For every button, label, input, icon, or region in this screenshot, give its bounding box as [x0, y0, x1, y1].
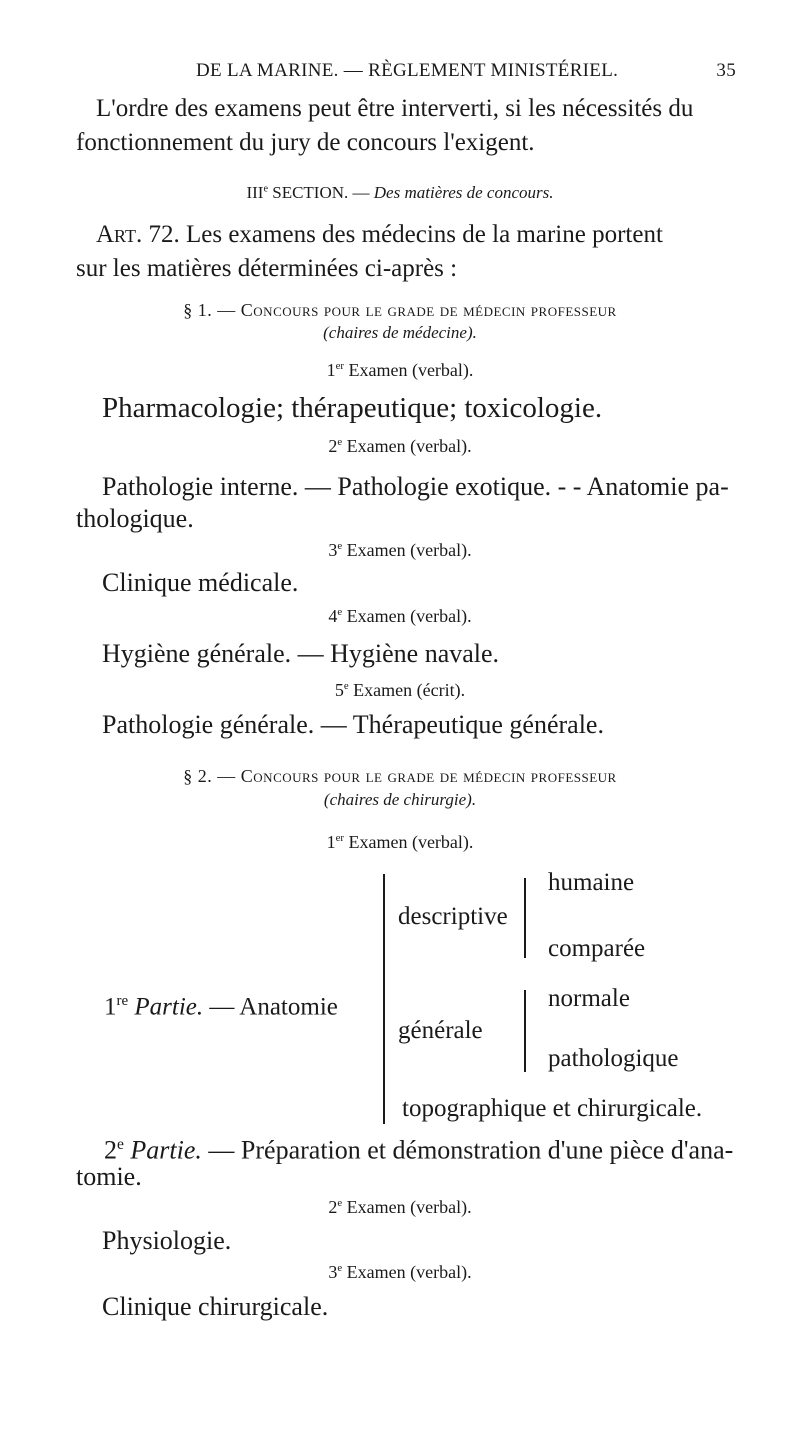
s2-part2-line-2: tomie. [76, 1162, 142, 1191]
s1-exam5-content: Pathologie générale. — Thérapeutique générale. [102, 710, 604, 739]
s2-heading: § 2. — Concours pour le grade de médecin professeur [183, 766, 617, 786]
article-72-line-1: Art. 72. Les examens des médecins de la marine portent [96, 221, 663, 248]
s1-exam2-content-line-1: Pathologie interne. — Pathologie exotique. - - Anatomie pa- [102, 472, 729, 501]
s1-exam1-label: 1er Examen (verbal). [326, 360, 474, 380]
anatomie-pathologique: pathologique [548, 1045, 679, 1072]
article-label: Art. 72. [96, 221, 180, 248]
brace-descriptive [524, 878, 532, 958]
s2-part2-line-1: 2e Partie. — Préparation et démonstration d'une pièce d'ana- [104, 1135, 734, 1165]
s1-exam5-label: 5e Examen (écrit). [334, 680, 466, 700]
s1-heading: § 1. — Concours pour le grade de médecin professeur [183, 300, 617, 320]
s2-exam3-content: Clinique chirurgicale. [102, 1292, 329, 1321]
section-title: IIIe SECTION. — Des matières de concours. [246, 183, 554, 202]
s2-part1-label: 1re Partie. — Anatomie [104, 993, 338, 1021]
running-header [196, 60, 736, 82]
s1-exam3-content: Clinique médicale. [102, 568, 299, 597]
anatomie-humaine: humaine [548, 869, 635, 896]
brace-generale [524, 990, 532, 1072]
article-72-line-2: sur les matières déterminées ci-après : [76, 255, 458, 282]
s2-exam1-label: 1er Examen (verbal). [326, 832, 474, 852]
s1-subheading: (chaires de médecine). [323, 323, 477, 342]
anatomie-descriptive: descriptive [398, 903, 508, 930]
s2-exam3-label: 3e Examen (verbal). [328, 1262, 472, 1282]
s1-exam4-content: Hygiène générale. — Hygiène navale. [102, 639, 500, 668]
s1-exam1-content: Pharmacologie; thérapeutique; toxicologie. [102, 392, 603, 424]
s1-exam2-content-line-2: thologique. [76, 504, 194, 533]
s2-exam2-content: Physiologie. [102, 1226, 232, 1255]
header-title: DE LA MARINE. — RÈGLEMENT MINISTÉRIEL. [196, 60, 619, 81]
anatomie-generale: générale [398, 1017, 483, 1044]
intro-line-2: fonctionnement du jury de concours l'exigent. [76, 129, 535, 156]
intro-line-1: L'ordre des examens peut être interverti, si les nécessités du [96, 95, 694, 122]
s1-exam2-label: 2e Examen (verbal). [328, 436, 472, 456]
anatomie-topographique: topographique et chirurgicale. [402, 1095, 703, 1122]
s1-exam3-label: 3e Examen (verbal). [328, 540, 472, 560]
s1-exam4-label: 4e Examen (verbal). [328, 606, 472, 626]
page-number: 35 [716, 60, 736, 81]
anatomie-comparee: comparée [548, 935, 646, 962]
brace-anatomie [383, 874, 393, 1124]
s2-exam2-label: 2e Examen (verbal). [328, 1197, 472, 1217]
anatomie-normale: normale [548, 985, 630, 1012]
s2-subheading: (chaires de chirurgie). [323, 790, 477, 809]
